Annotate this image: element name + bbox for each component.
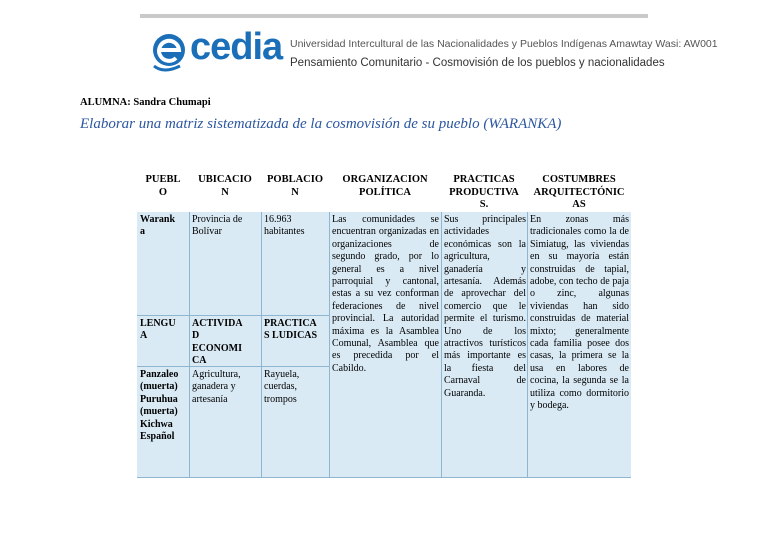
header-actividad-economica: ACTIVIDA D ECONOMI CA — [192, 318, 243, 367]
cell-costumbres-arquitectonicas: En zonas más tradicionales como la de Simiatug, las viviendas en su mayoría están construidas de tapial, adobe, con techo de paja o zinc, algunas viviendas han sido construidas de material mixto; generalmente cada familia posee dos casas, la primera se la usa en labores de cocina, la segunda se la utiliza como dormitorio y bodega. — [530, 214, 629, 412]
cell-pueblo: Warank a — [140, 214, 176, 238]
header-costumbres: COSTUMBRES ARQUITECTÓNIC AS — [533, 174, 625, 210]
col-poblacion-bg — [262, 212, 329, 478]
cell-actividad-economica: Agricultura, ganadera y artesanía — [192, 369, 241, 405]
grid-line — [261, 212, 262, 478]
cell-poblacion: 16.963 habitantes — [264, 214, 305, 238]
grid-line — [441, 212, 442, 478]
task-title: Elaborar una matriz sistematizada de la cosmovisión de su pueblo (WARANKA) — [80, 116, 562, 132]
cell-practicas-ludicas: Rayuela, cuerdas, trompos — [264, 369, 300, 405]
header-lengua: LENGU A — [140, 318, 176, 342]
course-name: Pensamiento Comunitario - Cosmovisión de los pueblos y nacionalidades — [290, 57, 665, 69]
grid-line — [527, 212, 528, 478]
cedia-e-icon — [150, 30, 188, 72]
cedia-logo — [150, 26, 283, 74]
university-name: Universidad Intercultural de las Nacionalidades y Pueblos Indígenas Amawtay Wasi: AW001 — [290, 38, 718, 50]
logo-text: cedia — [190, 26, 283, 68]
grid-line — [189, 212, 190, 478]
header-organizacion: ORGANIZACIÓN POLÍTICA — [342, 174, 428, 198]
header-practicas: PRÁCTICAS PRODUCTIVA S. — [449, 174, 519, 210]
grid-line — [137, 477, 631, 478]
cosmovision-matrix — [137, 170, 631, 478]
cell-ubicacion: Provincia de Bolívar — [192, 214, 243, 238]
header-ubicacion: UBICACIÓ N — [198, 174, 252, 198]
header-pueblo: PUEBL O — [145, 174, 181, 198]
student-name: ALUMNA: Sandra Chumapi — [80, 97, 211, 108]
grid-line — [329, 212, 330, 478]
cell-practicas-productivas: Sus principales actividades económicas son la agricultura, ganadería y artesanía. Además de aprovechar del comercio que le permite el turismo. Uno de los atractivos turísticos más importante es la fiesta del Carnaval de Guaranda. — [444, 214, 526, 399]
cell-lengua: Panzaleo (muerta) Puruhua (muerta) Kichwa Español — [140, 369, 179, 443]
header-divider — [140, 14, 648, 18]
cell-organizacion-politica: Las comunidades se encuentran organizadas en organizaciones de segundo grado, por lo general es a nivel parroquial y cantonal, estas a su vez conforman federaciones de nivel provincial. La autoridad máxima es la Asamblea Comunal, Asamblea que es precedida por el Cabildo. — [332, 214, 439, 374]
grid-line — [137, 315, 329, 316]
header-practicas-ludicas: PRACTICA S LUDICAS — [264, 318, 318, 342]
header-poblacion: POBLACIO N — [266, 174, 323, 198]
